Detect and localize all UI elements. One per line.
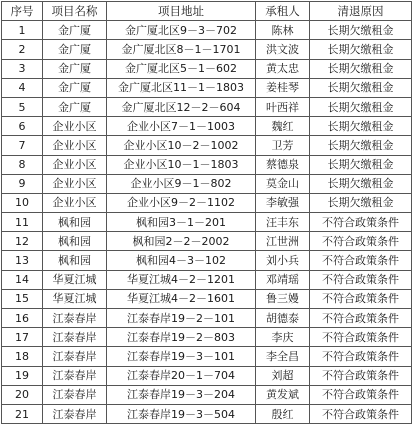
cell-index: 12 (2, 232, 43, 251)
table-row (2, 117, 412, 136)
cell-project-name: 金广厦 (43, 97, 107, 116)
cell-eviction-reason: 不符合政策条件 (310, 309, 412, 328)
cell-eviction-reason: 不符合政策条件 (310, 404, 412, 423)
cell-project-name: 金广厦 (43, 21, 107, 40)
cell-project-name: 江泰春岸 (43, 404, 107, 423)
cell-tenant: 汪丰东 (256, 213, 310, 232)
cell-project-name: 枫和园 (43, 251, 107, 270)
cell-index: 5 (2, 97, 43, 116)
cell-eviction-reason: 长期欠缴租金 (310, 97, 412, 116)
table-row (2, 193, 412, 212)
table-row (2, 59, 412, 78)
cell-index: 18 (2, 347, 43, 366)
cell-eviction-reason: 不符合政策条件 (310, 328, 412, 347)
cell-eviction-reason: 不符合政策条件 (310, 213, 412, 232)
eviction-list-table (1, 1, 412, 424)
cell-eviction-reason: 不符合政策条件 (310, 270, 412, 289)
cell-index: 7 (2, 136, 43, 155)
cell-eviction-reason: 不符合政策条件 (310, 366, 412, 385)
cell-index: 2 (2, 40, 43, 59)
table-row (2, 136, 412, 155)
cell-tenant: 李敏强 (256, 193, 310, 212)
cell-eviction-reason: 长期欠缴租金 (310, 174, 412, 193)
cell-project-name: 企业小区 (43, 193, 107, 212)
cell-index: 11 (2, 213, 43, 232)
cell-eviction-reason: 长期欠缴租金 (310, 136, 412, 155)
cell-eviction-reason: 不符合政策条件 (310, 289, 412, 308)
header-index: 序号 (2, 2, 43, 21)
cell-eviction-reason: 长期欠缴租金 (310, 78, 412, 97)
cell-eviction-reason: 不符合政策条件 (310, 385, 412, 404)
table-row (2, 40, 412, 59)
table-row (2, 309, 412, 328)
table-row (2, 232, 412, 251)
cell-tenant: 邓靖瑶 (256, 270, 310, 289)
cell-project-address: 江泰春岸19－2－101 (107, 309, 256, 328)
cell-eviction-reason: 长期欠缴租金 (310, 117, 412, 136)
cell-eviction-reason: 长期欠缴租金 (310, 155, 412, 174)
cell-project-name: 企业小区 (43, 174, 107, 193)
cell-eviction-reason: 不符合政策条件 (310, 232, 412, 251)
cell-project-name: 企业小区 (43, 155, 107, 174)
cell-tenant: 姜桂琴 (256, 78, 310, 97)
cell-tenant: 黄太忠 (256, 59, 310, 78)
cell-index: 1 (2, 21, 43, 40)
cell-tenant: 魏红 (256, 117, 310, 136)
cell-tenant: 李全昌 (256, 347, 310, 366)
cell-project-name: 枫和园 (43, 213, 107, 232)
cell-tenant: 殷红 (256, 404, 310, 423)
cell-index: 10 (2, 193, 43, 212)
cell-project-address: 企业小区9－1－802 (107, 174, 256, 193)
cell-index: 20 (2, 385, 43, 404)
cell-project-address: 江泰春岸19－3－504 (107, 404, 256, 423)
cell-tenant: 胡德泰 (256, 309, 310, 328)
cell-index: 19 (2, 366, 43, 385)
cell-project-address: 华夏江城4－2－1201 (107, 270, 256, 289)
cell-tenant: 洪文波 (256, 40, 310, 59)
cell-project-address: 枫和园4－3－102 (107, 251, 256, 270)
table-row (2, 270, 412, 289)
cell-eviction-reason: 不符合政策条件 (310, 347, 412, 366)
cell-project-name: 枫和园 (43, 232, 107, 251)
cell-index: 4 (2, 78, 43, 97)
table-row (2, 97, 412, 116)
header-eviction-reason: 清退原因 (310, 2, 412, 21)
cell-project-address: 枫和园2－2－2002 (107, 232, 256, 251)
cell-tenant: 叶西祥 (256, 97, 310, 116)
cell-project-address: 江泰春岸19－3－101 (107, 347, 256, 366)
cell-project-address: 金广厦北区11－1－1803 (107, 78, 256, 97)
header-project-name: 项目名称 (43, 2, 107, 21)
cell-project-address: 企业小区10－2－1002 (107, 136, 256, 155)
header-row (2, 2, 412, 21)
cell-project-name: 企业小区 (43, 117, 107, 136)
table-row (2, 328, 412, 347)
cell-eviction-reason: 长期欠缴租金 (310, 193, 412, 212)
cell-tenant: 黄发斌 (256, 385, 310, 404)
table-body (2, 21, 412, 424)
cell-project-name: 江泰春岸 (43, 385, 107, 404)
cell-project-address: 企业小区7－1－1003 (107, 117, 256, 136)
cell-eviction-reason: 长期欠缴租金 (310, 21, 412, 40)
cell-index: 17 (2, 328, 43, 347)
table-row (2, 366, 412, 385)
cell-eviction-reason: 不符合政策条件 (310, 251, 412, 270)
header-tenant: 承租人 (256, 2, 310, 21)
cell-tenant: 李庆 (256, 328, 310, 347)
cell-tenant: 卫芳 (256, 136, 310, 155)
cell-index: 8 (2, 155, 43, 174)
cell-project-address: 企业小区10－1－1803 (107, 155, 256, 174)
cell-project-name: 企业小区 (43, 136, 107, 155)
cell-index: 15 (2, 289, 43, 308)
cell-index: 13 (2, 251, 43, 270)
table-row (2, 251, 412, 270)
cell-project-name: 江泰春岸 (43, 309, 107, 328)
cell-tenant: 鲁三嫚 (256, 289, 310, 308)
cell-project-address: 江泰春岸19－3－204 (107, 385, 256, 404)
cell-project-name: 华夏江城 (43, 289, 107, 308)
table-row (2, 155, 412, 174)
cell-eviction-reason: 长期欠缴租金 (310, 40, 412, 59)
cell-index: 16 (2, 309, 43, 328)
table-row (2, 174, 412, 193)
cell-eviction-reason: 长期欠缴租金 (310, 59, 412, 78)
cell-project-address: 金广厦北区5－1－602 (107, 59, 256, 78)
cell-project-address: 金广厦北区9－3－702 (107, 21, 256, 40)
cell-project-name: 江泰春岸 (43, 366, 107, 385)
cell-tenant: 蔡德泉 (256, 155, 310, 174)
table-row (2, 347, 412, 366)
cell-project-address: 江泰春岸20－1－704 (107, 366, 256, 385)
table-row (2, 404, 412, 423)
cell-project-name: 江泰春岸 (43, 347, 107, 366)
cell-project-name: 金广厦 (43, 59, 107, 78)
cell-tenant: 刘超 (256, 366, 310, 385)
cell-index: 9 (2, 174, 43, 193)
header-project-address: 项目地址 (107, 2, 256, 21)
cell-project-address: 金广厦北区8－1－1701 (107, 40, 256, 59)
cell-project-name: 金广厦 (43, 78, 107, 97)
cell-project-name: 金广厦 (43, 40, 107, 59)
table-row (2, 78, 412, 97)
cell-project-address: 枫和园3－1－201 (107, 213, 256, 232)
table-row (2, 21, 412, 40)
cell-index: 6 (2, 117, 43, 136)
cell-project-address: 企业小区9－2－1102 (107, 193, 256, 212)
cell-project-address: 江泰春岸19－2－803 (107, 328, 256, 347)
table-header (2, 2, 412, 21)
cell-project-address: 华夏江城4－2－1601 (107, 289, 256, 308)
cell-project-name: 江泰春岸 (43, 328, 107, 347)
cell-index: 3 (2, 59, 43, 78)
cell-project-name: 华夏江城 (43, 270, 107, 289)
table-row (2, 213, 412, 232)
cell-index: 21 (2, 404, 43, 423)
table-row (2, 289, 412, 308)
cell-index: 14 (2, 270, 43, 289)
cell-tenant: 刘小兵 (256, 251, 310, 270)
cell-tenant: 陈林 (256, 21, 310, 40)
table-row (2, 385, 412, 404)
cell-tenant: 莫金山 (256, 174, 310, 193)
cell-project-address: 金广厦北区12－2－604 (107, 97, 256, 116)
cell-tenant: 江世洲 (256, 232, 310, 251)
